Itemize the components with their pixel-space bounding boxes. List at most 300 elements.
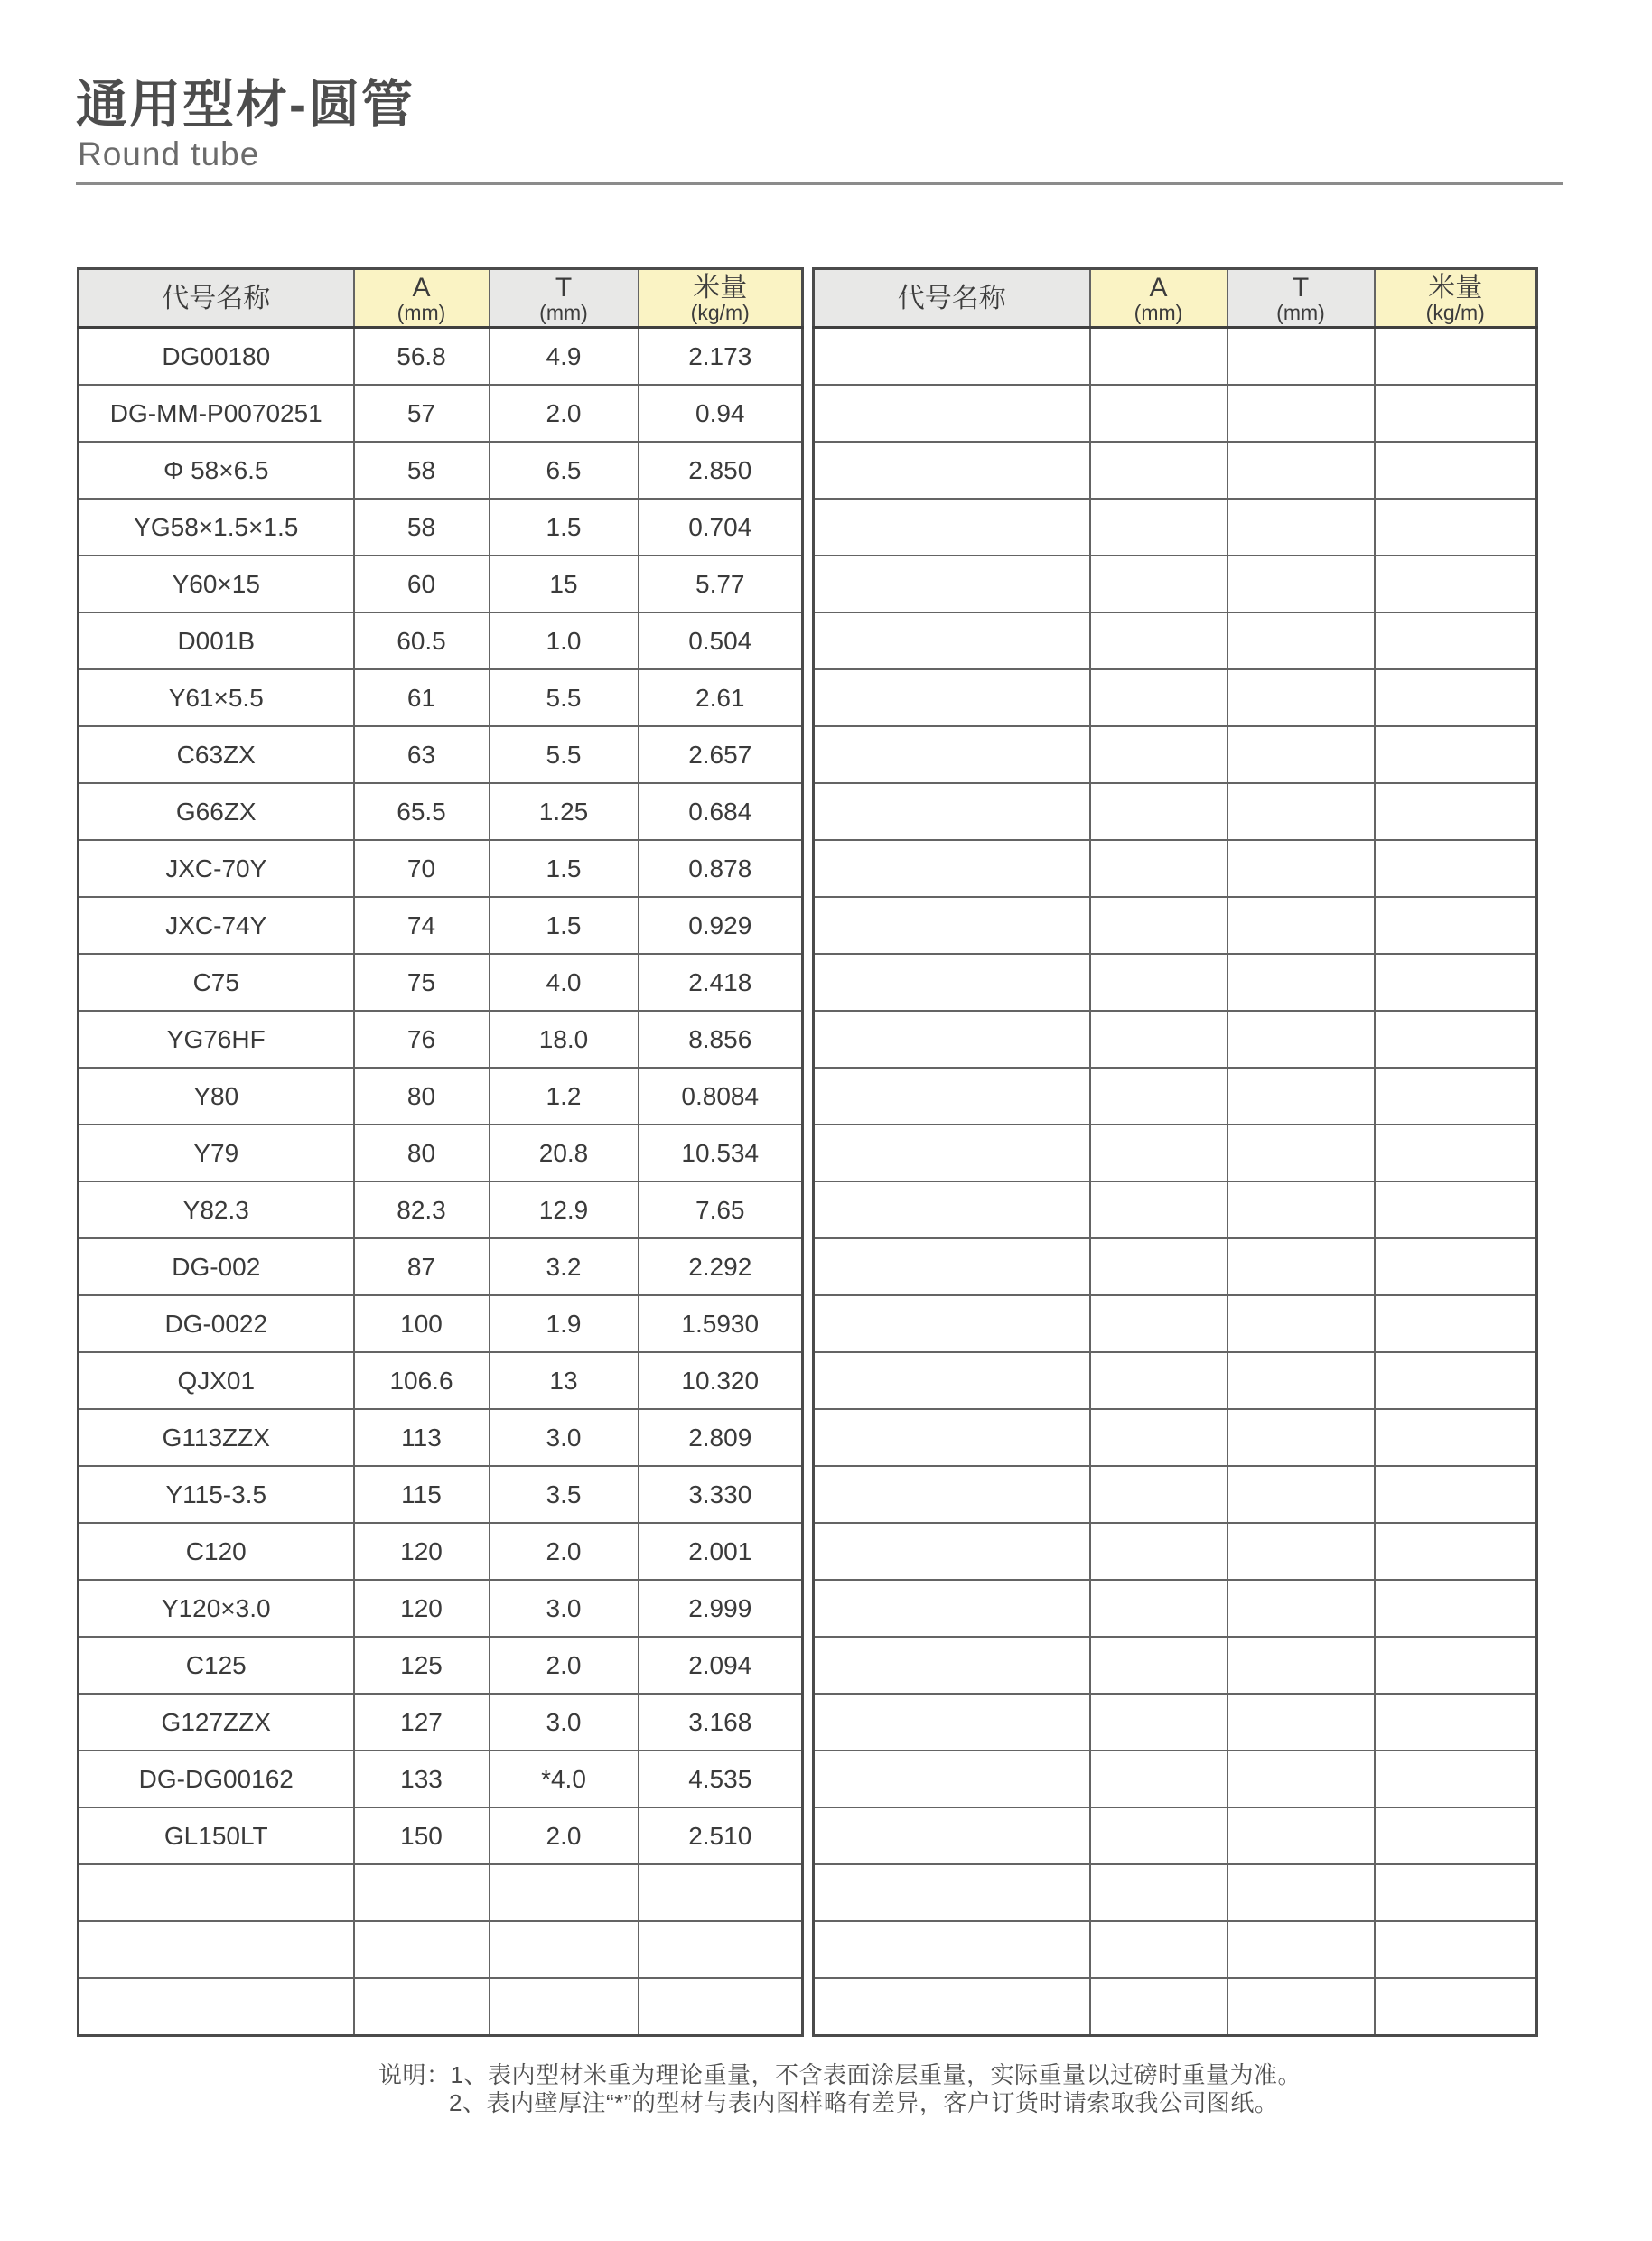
m-value-cell: 5.77 <box>639 556 803 612</box>
m-value-cell <box>1375 1181 1537 1238</box>
table-row <box>79 783 803 840</box>
code-name-cell <box>814 1807 1090 1864</box>
a-value-cell: 74 <box>354 897 490 954</box>
table-row <box>79 612 803 669</box>
code-name-cell: DG-MM-P0070251 <box>79 385 354 442</box>
col-header-unit: (kg/m) <box>690 301 750 324</box>
left-table-body <box>79 328 803 2036</box>
code-name-cell: G127ZZX <box>79 1694 354 1751</box>
table-row <box>79 1694 803 1751</box>
a-value-cell: 125 <box>354 1637 490 1694</box>
code-name-cell <box>814 442 1090 499</box>
col-header-m <box>1375 269 1537 328</box>
code-name-cell <box>814 499 1090 556</box>
table-row <box>79 1807 803 1864</box>
a-value-cell <box>1090 1068 1227 1125</box>
col-header-a <box>354 269 490 328</box>
a-value-cell: 80 <box>354 1125 490 1181</box>
note-line-2 <box>378 2089 1302 2117</box>
m-value-cell <box>1375 385 1537 442</box>
m-value-cell <box>1375 499 1537 556</box>
t-value-cell: 3.0 <box>490 1409 639 1466</box>
code-name-cell <box>814 556 1090 612</box>
table-row <box>814 669 1537 726</box>
code-name-cell: Y115-3.5 <box>79 1466 354 1523</box>
a-value-cell <box>1090 726 1227 783</box>
a-value-cell <box>1090 612 1227 669</box>
t-value-cell <box>1227 726 1375 783</box>
table-row <box>79 499 803 556</box>
m-value-cell: 0.929 <box>639 897 803 954</box>
table-row <box>814 1921 1537 1978</box>
table-row <box>79 328 803 386</box>
m-value-cell: 8.856 <box>639 1011 803 1068</box>
col-header-label: A <box>412 273 431 303</box>
a-value-cell <box>1090 1181 1227 1238</box>
col-header-code-name <box>79 269 354 328</box>
a-value-cell <box>1090 442 1227 499</box>
code-name-cell <box>814 1523 1090 1580</box>
code-name-cell <box>814 1580 1090 1637</box>
m-value-cell: 2.809 <box>639 1409 803 1466</box>
code-name-cell: Y120×3.0 <box>79 1580 354 1637</box>
code-name-cell <box>814 1978 1090 2036</box>
spec-table-left <box>77 267 804 2037</box>
table-row <box>814 328 1537 386</box>
code-name-cell: DG-002 <box>79 1238 354 1295</box>
t-value-cell: 2.0 <box>490 1523 639 1580</box>
table-row <box>814 1352 1537 1409</box>
table-row <box>79 1751 803 1807</box>
t-value-cell: 13 <box>490 1352 639 1409</box>
t-value-cell: 1.5 <box>490 897 639 954</box>
m-value-cell <box>1375 612 1537 669</box>
table-row <box>814 954 1537 1011</box>
table-row <box>79 1466 803 1523</box>
table-row <box>79 1921 803 1978</box>
table-row <box>79 1978 803 2036</box>
code-name-cell <box>814 726 1090 783</box>
a-value-cell: 76 <box>354 1011 490 1068</box>
code-name-cell: Φ 58×6.5 <box>79 442 354 499</box>
col-header-label: 代号名称 <box>897 283 1006 313</box>
col-header-t <box>490 269 639 328</box>
a-value-cell: 100 <box>354 1295 490 1352</box>
a-value-cell: 80 <box>354 1068 490 1125</box>
a-value-cell: 57 <box>354 385 490 442</box>
table-row <box>814 1068 1537 1125</box>
m-value-cell <box>1375 1807 1537 1864</box>
m-value-cell <box>1375 1864 1537 1921</box>
note-indent <box>378 2089 449 2117</box>
table-row <box>814 1523 1537 1580</box>
a-value-cell <box>1090 1011 1227 1068</box>
table-row <box>79 1637 803 1694</box>
code-name-cell: YG76HF <box>79 1011 354 1068</box>
code-name-cell <box>814 669 1090 726</box>
table-row <box>79 1523 803 1580</box>
table-row <box>79 1068 803 1125</box>
a-value-cell: 60.5 <box>354 612 490 669</box>
t-value-cell <box>1227 499 1375 556</box>
a-value-cell <box>1090 1751 1227 1807</box>
code-name-cell: Y82.3 <box>79 1181 354 1238</box>
t-value-cell: 2.0 <box>490 1637 639 1694</box>
code-name-cell: Y79 <box>79 1125 354 1181</box>
t-value-cell <box>1227 442 1375 499</box>
code-name-cell <box>814 840 1090 897</box>
table-row <box>814 1238 1537 1295</box>
table-row <box>79 385 803 442</box>
table-row <box>79 1181 803 1238</box>
table-row <box>814 1807 1537 1864</box>
a-value-cell <box>1090 1921 1227 1978</box>
code-name-cell: Y80 <box>79 1068 354 1125</box>
t-value-cell <box>1227 1751 1375 1807</box>
code-name-cell <box>814 1181 1090 1238</box>
code-name-cell: Y60×15 <box>79 556 354 612</box>
a-value-cell <box>1090 1295 1227 1352</box>
t-value-cell <box>1227 1125 1375 1181</box>
t-value-cell: 1.2 <box>490 1068 639 1125</box>
t-value-cell <box>1227 1864 1375 1921</box>
code-name-cell <box>814 897 1090 954</box>
code-name-cell: DG-0022 <box>79 1295 354 1352</box>
t-value-cell <box>490 1978 639 2036</box>
t-value-cell: 6.5 <box>490 442 639 499</box>
a-value-cell: 87 <box>354 1238 490 1295</box>
t-value-cell: 20.8 <box>490 1125 639 1181</box>
code-name-cell: C120 <box>79 1523 354 1580</box>
t-value-cell <box>1227 385 1375 442</box>
m-value-cell: 0.684 <box>639 783 803 840</box>
m-value-cell <box>1375 783 1537 840</box>
table-row <box>814 897 1537 954</box>
col-header-label: A <box>1149 273 1168 303</box>
a-value-cell <box>1090 1466 1227 1523</box>
code-name-cell: C75 <box>79 954 354 1011</box>
a-value-cell <box>1090 1807 1227 1864</box>
code-name-cell <box>814 1352 1090 1409</box>
a-value-cell <box>1090 1125 1227 1181</box>
t-value-cell <box>1227 1978 1375 2036</box>
notes <box>378 2061 1302 2117</box>
page-title: 通用型材-圆管 <box>76 76 415 134</box>
code-name-cell: D001B <box>79 612 354 669</box>
m-value-cell: 0.94 <box>639 385 803 442</box>
t-value-cell <box>1227 1181 1375 1238</box>
t-value-cell <box>1227 1637 1375 1694</box>
code-name-cell: JXC-74Y <box>79 897 354 954</box>
table-row <box>814 442 1537 499</box>
t-value-cell: 4.0 <box>490 954 639 1011</box>
note-text: 2、表内壁厚注“*”的型材与表内图样略有差异，客户订货时请索取我公司图纸。 <box>449 2089 1279 2116</box>
a-value-cell <box>1090 1864 1227 1921</box>
col-header-label: 代号名称 <box>162 283 271 313</box>
table-row <box>79 1125 803 1181</box>
a-value-cell: 58 <box>354 499 490 556</box>
m-value-cell <box>1375 442 1537 499</box>
t-value-cell: 1.25 <box>490 783 639 840</box>
col-header-label: 米量 <box>693 273 748 303</box>
a-value-cell <box>1090 1978 1227 2036</box>
a-value-cell: 127 <box>354 1694 490 1751</box>
t-value-cell <box>1227 1694 1375 1751</box>
table-row <box>814 726 1537 783</box>
t-value-cell <box>1227 1409 1375 1466</box>
m-value-cell <box>1375 1068 1537 1125</box>
table-row <box>79 556 803 612</box>
m-value-cell <box>1375 669 1537 726</box>
table-row <box>814 1637 1537 1694</box>
m-value-cell: 2.850 <box>639 442 803 499</box>
a-value-cell: 56.8 <box>354 328 490 386</box>
col-header-a <box>1090 269 1227 328</box>
col-header-m <box>639 269 803 328</box>
code-name-cell: DG-DG00162 <box>79 1751 354 1807</box>
t-value-cell: 18.0 <box>490 1011 639 1068</box>
header-row <box>814 269 1537 328</box>
col-header-unit: (mm) <box>1134 301 1183 324</box>
col-header-unit: (mm) <box>1276 301 1325 324</box>
m-value-cell <box>1375 1978 1537 2036</box>
m-value-cell <box>1375 954 1537 1011</box>
m-value-cell: 0.8084 <box>639 1068 803 1125</box>
code-name-cell <box>814 612 1090 669</box>
spec-tables <box>77 267 1538 2037</box>
a-value-cell: 113 <box>354 1409 490 1466</box>
table-row <box>79 442 803 499</box>
t-value-cell: 1.9 <box>490 1295 639 1352</box>
table-row <box>814 1181 1537 1238</box>
a-value-cell <box>1090 1352 1227 1409</box>
a-value-cell: 115 <box>354 1466 490 1523</box>
table-row <box>79 1409 803 1466</box>
code-name-cell <box>814 954 1090 1011</box>
table-row <box>814 1011 1537 1068</box>
a-value-cell <box>1090 783 1227 840</box>
code-name-cell: G113ZZX <box>79 1409 354 1466</box>
table-row <box>814 1466 1537 1523</box>
t-value-cell <box>1227 1068 1375 1125</box>
table-row <box>79 840 803 897</box>
t-value-cell: 15 <box>490 556 639 612</box>
code-name-cell <box>814 385 1090 442</box>
table-row <box>814 612 1537 669</box>
m-value-cell: 1.5930 <box>639 1295 803 1352</box>
right-table-body <box>814 328 1537 2036</box>
table-row <box>79 1352 803 1409</box>
m-value-cell <box>1375 1921 1537 1978</box>
t-value-cell <box>1227 1580 1375 1637</box>
a-value-cell: 75 <box>354 954 490 1011</box>
m-value-cell: 2.292 <box>639 1238 803 1295</box>
a-value-cell: 133 <box>354 1751 490 1807</box>
code-name-cell: GL150LT <box>79 1807 354 1864</box>
t-value-cell: 1.5 <box>490 499 639 556</box>
code-name-cell <box>814 1125 1090 1181</box>
a-value-cell: 106.6 <box>354 1352 490 1409</box>
table-row <box>79 1580 803 1637</box>
t-value-cell <box>490 1921 639 1978</box>
table-row <box>79 954 803 1011</box>
a-value-cell <box>1090 328 1227 386</box>
table-row <box>814 1978 1537 2036</box>
col-header-unit: (mm) <box>397 301 446 324</box>
table-row <box>79 1238 803 1295</box>
a-value-cell <box>1090 1580 1227 1637</box>
table-row <box>814 385 1537 442</box>
a-value-cell <box>354 1864 490 1921</box>
table-row <box>814 1295 1537 1352</box>
col-header-code-name <box>814 269 1090 328</box>
code-name-cell <box>814 1466 1090 1523</box>
table-row <box>79 669 803 726</box>
code-name-cell <box>814 1921 1090 1978</box>
code-name-cell: JXC-70Y <box>79 840 354 897</box>
t-value-cell: 3.2 <box>490 1238 639 1295</box>
code-name-cell <box>814 1011 1090 1068</box>
t-value-cell: 3.0 <box>490 1694 639 1751</box>
m-value-cell <box>1375 1580 1537 1637</box>
a-value-cell: 65.5 <box>354 783 490 840</box>
t-value-cell: 5.5 <box>490 669 639 726</box>
m-value-cell: 2.510 <box>639 1807 803 1864</box>
code-name-cell <box>814 1295 1090 1352</box>
table-row <box>814 1751 1537 1807</box>
t-value-cell: 12.9 <box>490 1181 639 1238</box>
a-value-cell: 150 <box>354 1807 490 1864</box>
note-line-1 <box>378 2061 1302 2089</box>
m-value-cell <box>1375 1637 1537 1694</box>
t-value-cell <box>490 1864 639 1921</box>
a-value-cell: 58 <box>354 442 490 499</box>
a-value-cell <box>1090 385 1227 442</box>
m-value-cell: 2.173 <box>639 328 803 386</box>
t-value-cell: 2.0 <box>490 1807 639 1864</box>
m-value-cell: 2.094 <box>639 1637 803 1694</box>
code-name-cell <box>814 1637 1090 1694</box>
m-value-cell: 2.657 <box>639 726 803 783</box>
col-header-label: 米量 <box>1428 273 1483 303</box>
t-value-cell <box>1227 1523 1375 1580</box>
m-value-cell <box>1375 556 1537 612</box>
code-name-cell: C63ZX <box>79 726 354 783</box>
a-value-cell: 63 <box>354 726 490 783</box>
t-value-cell <box>1227 783 1375 840</box>
t-value-cell: 1.5 <box>490 840 639 897</box>
col-header-t <box>1227 269 1375 328</box>
m-value-cell: 2.001 <box>639 1523 803 1580</box>
code-name-cell: YG58×1.5×1.5 <box>79 499 354 556</box>
table-row <box>814 1694 1537 1751</box>
table-row <box>814 1409 1537 1466</box>
table-row <box>79 726 803 783</box>
t-value-cell <box>1227 1011 1375 1068</box>
m-value-cell <box>1375 1694 1537 1751</box>
m-value-cell: 10.534 <box>639 1125 803 1181</box>
table-row <box>79 1295 803 1352</box>
code-name-cell <box>79 1921 354 1978</box>
m-value-cell <box>1375 1523 1537 1580</box>
table-row <box>814 1580 1537 1637</box>
t-value-cell <box>1227 1807 1375 1864</box>
note-label: 说明： <box>378 2061 451 2088</box>
m-value-cell: 2.418 <box>639 954 803 1011</box>
m-value-cell <box>1375 1409 1537 1466</box>
table-row <box>814 840 1537 897</box>
spec-table-right <box>812 267 1538 2037</box>
a-value-cell <box>1090 1694 1227 1751</box>
a-value-cell <box>1090 1409 1227 1466</box>
a-value-cell <box>1090 669 1227 726</box>
a-value-cell <box>1090 556 1227 612</box>
m-value-cell: 2.61 <box>639 669 803 726</box>
m-value-cell: 4.535 <box>639 1751 803 1807</box>
m-value-cell <box>1375 1751 1537 1807</box>
t-value-cell <box>1227 897 1375 954</box>
m-value-cell <box>639 1921 803 1978</box>
code-name-cell <box>814 1238 1090 1295</box>
a-value-cell: 82.3 <box>354 1181 490 1238</box>
m-value-cell <box>1375 1238 1537 1295</box>
t-value-cell <box>1227 612 1375 669</box>
page-subtitle: Round tube <box>78 135 260 173</box>
m-value-cell: 10.320 <box>639 1352 803 1409</box>
table-row <box>79 1864 803 1921</box>
code-name-cell: C125 <box>79 1637 354 1694</box>
m-value-cell <box>639 1978 803 2036</box>
t-value-cell: 5.5 <box>490 726 639 783</box>
code-name-cell: G66ZX <box>79 783 354 840</box>
code-name-cell <box>814 1409 1090 1466</box>
col-header-label: T <box>1292 273 1310 303</box>
m-value-cell <box>1375 1295 1537 1352</box>
t-value-cell: 3.0 <box>490 1580 639 1637</box>
t-value-cell <box>1227 1352 1375 1409</box>
col-header-unit: (kg/m) <box>1425 301 1485 324</box>
m-value-cell <box>1375 840 1537 897</box>
m-value-cell: 0.704 <box>639 499 803 556</box>
t-value-cell: 3.5 <box>490 1466 639 1523</box>
a-value-cell: 120 <box>354 1580 490 1637</box>
m-value-cell <box>1375 726 1537 783</box>
m-value-cell <box>1375 328 1537 386</box>
code-name-cell: DG00180 <box>79 328 354 386</box>
m-value-cell: 3.330 <box>639 1466 803 1523</box>
a-value-cell <box>1090 1637 1227 1694</box>
table-row <box>814 1125 1537 1181</box>
m-value-cell: 7.65 <box>639 1181 803 1238</box>
a-value-cell <box>354 1921 490 1978</box>
col-header-label: T <box>555 273 573 303</box>
m-value-cell: 2.999 <box>639 1580 803 1637</box>
m-value-cell <box>1375 1125 1537 1181</box>
t-value-cell <box>1227 1466 1375 1523</box>
table-row <box>814 783 1537 840</box>
t-value-cell: 4.9 <box>490 328 639 386</box>
t-value-cell <box>1227 954 1375 1011</box>
m-value-cell <box>639 1864 803 1921</box>
table-row <box>79 1011 803 1068</box>
a-value-cell <box>1090 1238 1227 1295</box>
code-name-cell <box>79 1978 354 2036</box>
a-value-cell: 60 <box>354 556 490 612</box>
a-value-cell <box>1090 499 1227 556</box>
t-value-cell <box>1227 328 1375 386</box>
table-row <box>814 499 1537 556</box>
header-row <box>79 269 803 328</box>
